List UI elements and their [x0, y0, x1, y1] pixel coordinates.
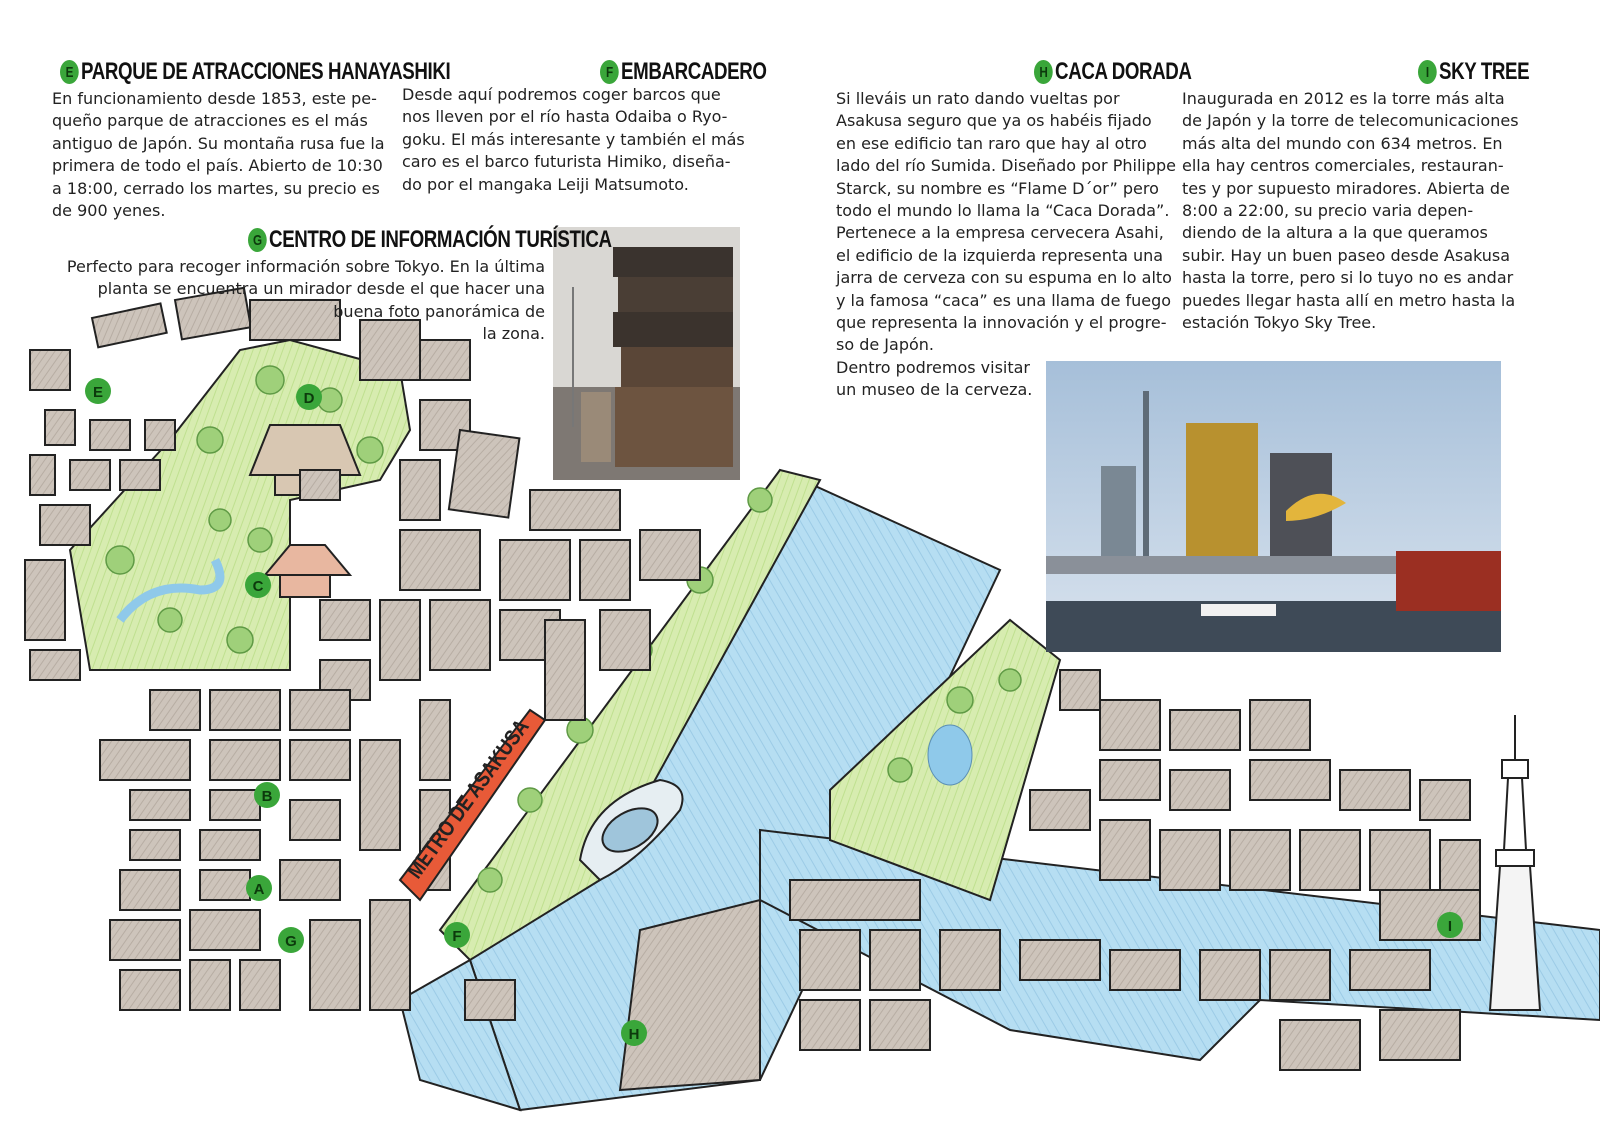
marker-e[interactable]: [85, 378, 111, 404]
asahi-flame-photo: [1046, 361, 1501, 652]
svg-text:H: H: [628, 1026, 640, 1043]
sky-tree-sketch: [1490, 715, 1540, 1010]
section-i-body: [1182, 88, 1537, 334]
section-g-text: Perfecto para recoger información sobre Tokyo. En la última planta se encuentra un mirador desde el que hacer una buena foto panorámica de la zona.: [66, 257, 545, 344]
section-e-heading: [60, 58, 451, 86]
svg-text:F: F: [452, 928, 462, 945]
section-f-body: [402, 84, 747, 196]
marker-c[interactable]: [245, 572, 271, 598]
marker-d[interactable]: [296, 384, 322, 410]
section-e-text: En funcionamiento desde 1853, este pe- queño parque de atracciones es el más antiguo de Japón. Su montaña rusa fue la primera de todo el país. Abierto de 10:30 a 18:00, cerrado los martes, su precio es de 900 yenes.: [52, 89, 385, 221]
section-hanayashiki: [60, 58, 451, 86]
marker-i-badge: I: [1418, 60, 1437, 84]
section-f-title: EMBARCADERO: [621, 58, 767, 85]
marker-h[interactable]: [621, 1020, 647, 1046]
section-g-heading-wrap: [248, 226, 612, 254]
marker-f-badge: F: [600, 60, 619, 84]
section-h-text: Si lleváis un rato dando vueltas por Asakusa seguro que ya os habéis fijado en ese edificio tan raro que hay al otro lado del río Sumida. Diseñado por Philippe Starck, su nombre es “Flame D´or” pero todo el mundo lo llama la “Caca Dorada”. Pertenece a la empresa cervecera Asahi, el edificio de la izquierda representa una jarra de cerveza con su espuma en lo alto y la famosa “caca” es una llama de fuego que representa la innovación y el progre- so de Japón. Dentro podremos visitar un museo de la cerveza.: [836, 89, 1176, 400]
svg-text:B: B: [261, 788, 273, 805]
section-h-heading-wrap: [1034, 58, 1194, 86]
section-i-title: SKY TREE: [1439, 58, 1530, 85]
svg-text:D: D: [303, 390, 315, 407]
marker-e-badge: E: [60, 60, 79, 84]
svg-text:C: C: [252, 578, 264, 595]
section-g-body: [40, 256, 545, 346]
marker-f[interactable]: [444, 922, 470, 948]
section-f-heading: [600, 58, 767, 86]
svg-text:G: G: [285, 933, 297, 950]
marker-g-badge: G: [248, 228, 267, 252]
svg-text:I: I: [1447, 918, 1453, 935]
svg-text:E: E: [92, 384, 104, 401]
section-embarcadero-heading-wrap: [600, 58, 767, 86]
section-h-title: CACA DORADA: [1055, 58, 1192, 85]
section-h-body: [836, 88, 1181, 402]
marker-i[interactable]: [1437, 912, 1463, 938]
section-i-text: Inaugurada en 2012 es la torre más alta de Japón y la torre de telecomunicaciones más alta del mundo con 634 metros. En ella hay centros comerciales, restauran- tes y por supuesto miradores. Abierta de 8:00 a 22:00, su precio varia depen- diendo de la altura a la que queramos subir. Hay un buen paseo desde Asakusa hasta la torre, pero si lo tuyo no es andar puedes llegar hasta allí en metro hasta la estación Tokyo Sky Tree.: [1182, 89, 1519, 333]
pond: [928, 725, 972, 785]
marker-g[interactable]: [278, 927, 304, 953]
section-h-heading: [1034, 58, 1192, 86]
metro-label: METRO DE ASAKUSA: [401, 682, 558, 883]
section-i-heading: [1418, 58, 1530, 86]
marker-h-badge: H: [1034, 60, 1053, 84]
section-e-title: PARQUE DE ATRACCIONES HANAYASHIKI: [81, 58, 451, 85]
marker-b[interactable]: [254, 782, 280, 808]
section-f-text: Desde aquí podremos coger barcos que nos lleven por el río hasta Odaiba o Ryo- goku. El más interesante y también el más caro es el barco futurista Himiko, diseña- do por el mangaka Leiji Matsumoto.: [402, 85, 745, 194]
section-g-heading: [248, 226, 612, 254]
marker-a[interactable]: [246, 875, 272, 901]
section-i-heading-wrap: [1418, 58, 1528, 86]
svg-text:A: A: [253, 881, 265, 898]
section-e-body: [52, 88, 397, 222]
tourist-center-photo: [553, 227, 740, 480]
section-g-title: CENTRO DE INFORMACIÓN TURÍSTICA: [269, 226, 612, 253]
